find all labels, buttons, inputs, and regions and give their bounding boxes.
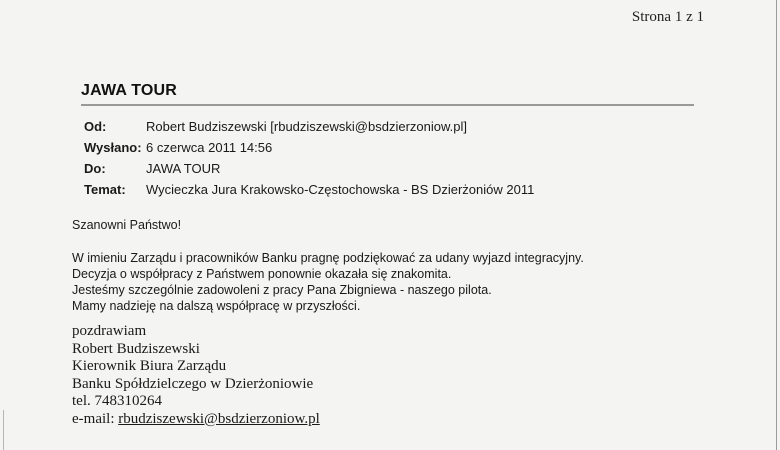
header-subject-label: Temat: [84, 182, 126, 197]
page-left-edge [3, 410, 4, 450]
header-from-value: Robert Budziszewski [rbudziszewski@bsdzierzoniow.pl] [146, 119, 467, 134]
header-subject-row [84, 181, 534, 198]
signature-closing: pozdrawiam [72, 323, 147, 339]
header-sent-value: 6 czerwca 2011 14:56 [146, 140, 273, 155]
signature-name: Robert Budziszewski [72, 340, 200, 357]
header-from-row [84, 118, 467, 135]
header-to-label: Do: [84, 161, 106, 176]
signature-block [72, 323, 320, 428]
signature-email-row [72, 411, 320, 429]
header-to-value: JAWA TOUR [146, 161, 221, 176]
signature-position: Kierownik Biura Zarządu [72, 358, 227, 374]
message-line: W imieniu Zarządu i pracowników Banku pragnę podziękować za udany wyjazd integracyjny. [72, 251, 584, 265]
message-line: Decyzja o współpracy z Państwem ponownie okazała się znakomita. [72, 267, 452, 281]
signature-email-label: e-mail: [72, 410, 115, 427]
header-subject-value: Wycieczka Jura Krakowsko-Częstochowska - BS Dzierżoniów 2011 [146, 182, 535, 197]
sender-title: JAWA TOUR [81, 82, 178, 99]
message-line: Mamy nadzieję na dalszą współpracę w przyszłości. [72, 299, 361, 313]
page-right-edge [776, 0, 777, 450]
signature-email-link[interactable]: rbudziszewski@bsdzierzoniow.pl [118, 410, 320, 427]
message-paragraph [72, 250, 584, 314]
header-to-row [84, 160, 220, 177]
page-number: Strona 1 z 1 [631, 9, 704, 25]
signature-phone: tel. 748310264 [72, 393, 162, 409]
header-sent-row [84, 139, 272, 156]
header-from-label: Od: [84, 119, 107, 134]
message-greeting: Szanowni Państwo! [72, 218, 182, 232]
title-divider [81, 104, 694, 106]
message-line: Jesteśmy szczególnie zadowoleni z pracy Pana Zbigniewa - naszego pilota. [72, 283, 492, 297]
signature-company: Banku Spółdzielczego w Dzierżoniowie [72, 375, 314, 392]
header-sent-label: Wysłano: [84, 140, 142, 155]
